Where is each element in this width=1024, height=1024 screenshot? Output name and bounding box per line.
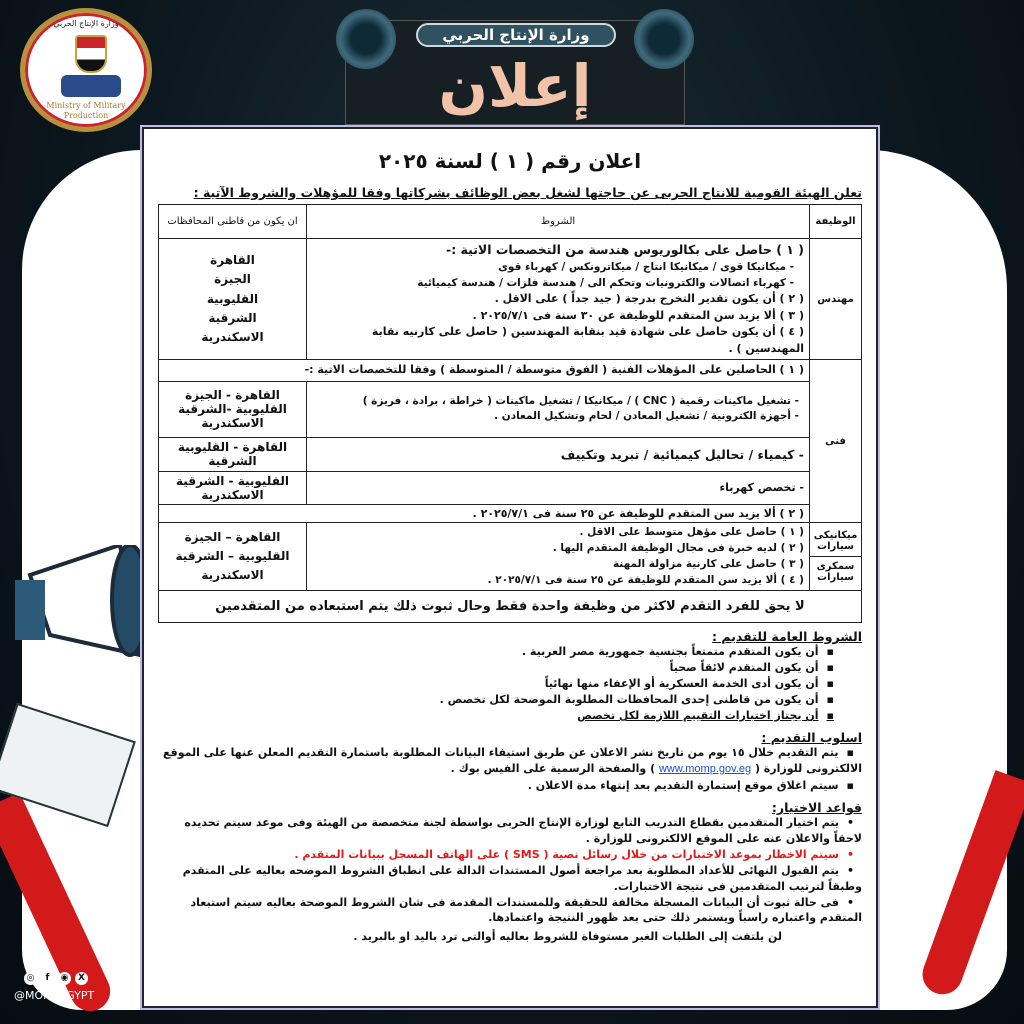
social-footer xyxy=(14,972,94,1002)
web-icon[interactable]: ◎ xyxy=(24,972,37,985)
headline: إعلان xyxy=(438,52,592,120)
announcement-title: اعلان رقم ( ١ ) لسنة ٢٠٢٥ xyxy=(378,149,642,173)
condition: - تشغيل ماكينات رقمية ( CNC ) / ميكانيكا / تشغيل ماكينات ( خراطة ، برادة ، فريزة ) xyxy=(362,394,799,407)
job-car-mechanic: ميكانيكى سيارات xyxy=(810,526,861,557)
condition: ( ٣ ) حاصل على كارنية مزاولة المهنة xyxy=(612,557,804,570)
general-conditions-title: الشروط العامة للتقديم : xyxy=(712,629,862,645)
table-row-technician-sub xyxy=(159,437,862,471)
engineer-governorates xyxy=(159,239,307,360)
governorate: القليوبية xyxy=(206,291,259,306)
header-conditions: الشروط xyxy=(307,205,810,239)
technician-specialties-1 xyxy=(307,381,810,437)
header-banner xyxy=(345,20,685,125)
table-row-engineer xyxy=(159,239,862,360)
condition: - كهرباء اتصالات والكترونيات وتحكم الى / هندسة فلزات / هندسة كيميائية xyxy=(417,276,794,289)
instagram-icon[interactable]: ◉ xyxy=(58,972,71,985)
application-method-title: اسلوب التقديم : xyxy=(761,730,862,745)
table-row-mechanic xyxy=(159,523,862,591)
logo-text-english: Ministry of Military Production xyxy=(46,101,126,120)
list-item: • فى حالة ثبوت أن البيانات المسجلة مخالفة للحقيقة وللمستندات المقدمة فى شان الشروط الموضحة بعاليه سيتم استبعاد المتقدم واعتباره راسباً ويستمر ذلك حتى بعد ظهور النتيجة واعتمادها. xyxy=(158,895,862,927)
selection-rules-title: قواعد الاختيار: xyxy=(771,799,862,815)
condition: ( ١ ) حاصل على مؤهل متوسط على الاقل . xyxy=(579,526,804,539)
technician-condition-1 xyxy=(159,360,810,382)
list-item: ▪ سيتم اغلاق موقع إستمارة التقديم بعد إنتهاء مدة الاعلان . xyxy=(158,778,862,794)
condition: ( ٤ ) ألا يزيد سن المتقدم للوظيفة عن ٢٥ سنة فى ٢٠٢٥/٧/١ . xyxy=(487,573,804,586)
engineer-conditions xyxy=(307,239,810,360)
application-method-list xyxy=(158,745,862,794)
ministry-name: وزارة الإنتاج الحربي xyxy=(416,23,616,47)
condition: - أجهزة الكترونية / تشغيل المعادن / لحام وتشكيل المعادن . xyxy=(494,410,799,423)
list-item xyxy=(158,745,862,778)
job-car-bodywork: سمكرى سيارات xyxy=(816,561,855,584)
technician-specialties-3: - تخصص كهرباء xyxy=(307,471,810,505)
general-conditions-list xyxy=(158,644,862,724)
governorate: الاسكندرية xyxy=(201,568,264,583)
social-handle: @MOMPEGYPT xyxy=(14,989,95,1002)
ministry-logo xyxy=(20,8,152,132)
table-header xyxy=(159,205,862,239)
announcement-document xyxy=(140,125,880,1010)
logo-text-arabic: وزارة الإنتاج الحربي xyxy=(53,19,119,28)
text: ) والصفحة الرسمية على الفيس بوك . xyxy=(450,761,656,775)
list-item-sms-notice: • سيتم الاخطار بموعد الاختبارات من خلال رسائل نصية ( SMS ) على الهاتف المسجل ببيانات المتقدم . xyxy=(158,847,862,863)
list-item: ▪ أن يكون المتقدم لائقاً صحياً xyxy=(158,660,842,676)
x-icon[interactable]: X xyxy=(75,972,88,985)
governorate: القاهرة – الجيزة xyxy=(184,530,281,545)
governorate: الشرقية xyxy=(208,310,257,325)
facebook-icon[interactable]: f xyxy=(41,972,54,985)
jobs-table xyxy=(158,204,862,623)
megaphone-illustration xyxy=(10,545,160,685)
list-item: • يتم القبول النهائى للأعداد المطلوبة بعد مراجعة أصول المستندات الدالة على انطباق الشروط الموضحه بعاليه على المتقدم وطبقاً لترتيب المتقدمين فى نتيجة الاختبارات. xyxy=(158,863,862,895)
governorate: الجيزة xyxy=(214,272,251,287)
condition: ( ٣ ) ألا يزيد سن المتقدم للوظيفة عن ٣٠ سنة فى ٢٠٢٥/٧/١ . xyxy=(472,308,804,322)
governorates: القاهرة - الجيزة القليوبية -الشرقية الاسكندرية xyxy=(159,381,307,437)
condition: ( ٢ ) أن يكون تقدير التخرج بدرجة ( جيد جداً ) على الاقل . xyxy=(494,292,804,306)
technician-condition-2: ( ٢ ) ألا يزيد سن المتقدم للوظيفة عن ٢٥ سنة فى ٢٠٢٥/٧/١ . xyxy=(159,505,810,523)
mechanic-conditions xyxy=(307,523,810,591)
job-engineer: مهندس xyxy=(810,239,862,360)
list-item: ▪ أن يكون المتقدم متمتعاً بجنسية جمهورية مصر العربية . xyxy=(158,644,842,660)
list-item: ▪ أن يجتاز اختبارات التقييم اللازمة لكل تخصص xyxy=(158,708,842,724)
ministry-website-link[interactable]: www.momp.gov.eg xyxy=(658,762,752,775)
condition: ( ١ ) حاصل على بكالوريوس هندسة من التخصصات الاتية :- xyxy=(446,242,804,257)
condition: ( ٤ ) أن يكون حاصل على شهادة قيد بنقابة المهندسين ( حاصل على كارنيه نقابة المهندسين ) . xyxy=(371,325,804,355)
list-item: ▪ أن يكون من قاطنى إحدى المحافظات المطلوبة الموضحة لكل تخصص . xyxy=(158,692,842,708)
condition: - ميكانيكا قوى / ميكانيكا انتاج / ميكاترونكس / كهرباء قوى xyxy=(498,260,794,273)
governorate: القاهرة xyxy=(210,253,255,268)
text: يتم التقديم خلال ١٥ يوم من تاريخ نشر الاعلان عن طريق استيفاء البيانات المطلوبة باستمارة التقديم المعلن عنها على الموقع الالكترونى للوزارة ( xyxy=(162,746,862,775)
chariot-emblem-icon xyxy=(61,75,121,97)
table-row-technician-sub xyxy=(159,471,862,505)
governorates: القاهرة - القليوبية الشرقية xyxy=(159,437,307,471)
list-item: ▪ أن يكون أدى الخدمة العسكرية أو الإعفاء منها نهائياً xyxy=(158,676,842,692)
selection-rules-list xyxy=(158,815,862,927)
table-row-technician xyxy=(159,360,862,382)
technician-specialties-2: - كيمياء / تحاليل كيميائية / تبريد وتكييف xyxy=(307,437,810,471)
condition: ( ١ ) الحاصلين على المؤهلات الفنية ( الفوق متوسطة / المتوسطة ) وفقا للتخصصات الاتية :- xyxy=(304,363,804,377)
eagle-emblem-icon xyxy=(75,35,107,73)
mechanic-governorates xyxy=(159,523,307,591)
condition: ( ٢ ) لديه خبرة فى مجال الوظيفة المتقدم اليها . xyxy=(552,542,804,555)
table-row-technician-sub xyxy=(159,381,862,437)
header-job: الوظيفة xyxy=(810,205,862,239)
job-technician: فنى xyxy=(810,360,862,523)
governorate: القليوبية – الشرقية xyxy=(175,549,290,564)
job-mechanic-bodywork xyxy=(810,523,862,591)
header-governorates: ان يكون من قاطنى المحافظات xyxy=(159,205,307,239)
table-row-note xyxy=(159,591,862,623)
announcement-intro: تعلن الهيئة القومية للانتاج الحربى عن حاجتها لشغل بعض الوظائف بشركاتها وفقا للمؤهلات والشروط الآتية : xyxy=(193,185,862,200)
governorates: القليوبية - الشرقية الاسكندرية xyxy=(159,471,307,505)
list-item: • يتم اختيار المتقدمين بقطاع التدريب التابع لوزارة الإنتاج الحربى بواسطة لجنة متخصصة من الهيئة وفى موعد سيتم تحديده لاحقاً والاعلان عنه على الموقع الالكترونى للوزارة . xyxy=(158,815,862,847)
table-row-technician-sub xyxy=(159,505,862,523)
governorate: الاسكندرية xyxy=(201,329,264,344)
final-note: لن يلتفت إلى الطلبات الغير مستوفاة للشروط بعاليه أوالتى ترد باليد او بالبريد . xyxy=(353,930,782,944)
single-application-note: لا يحق للفرد التقدم لاكثر من وظيفة واحدة فقط وحال ثبوت ذلك يتم استبعاده من المتقدمين xyxy=(159,591,862,623)
